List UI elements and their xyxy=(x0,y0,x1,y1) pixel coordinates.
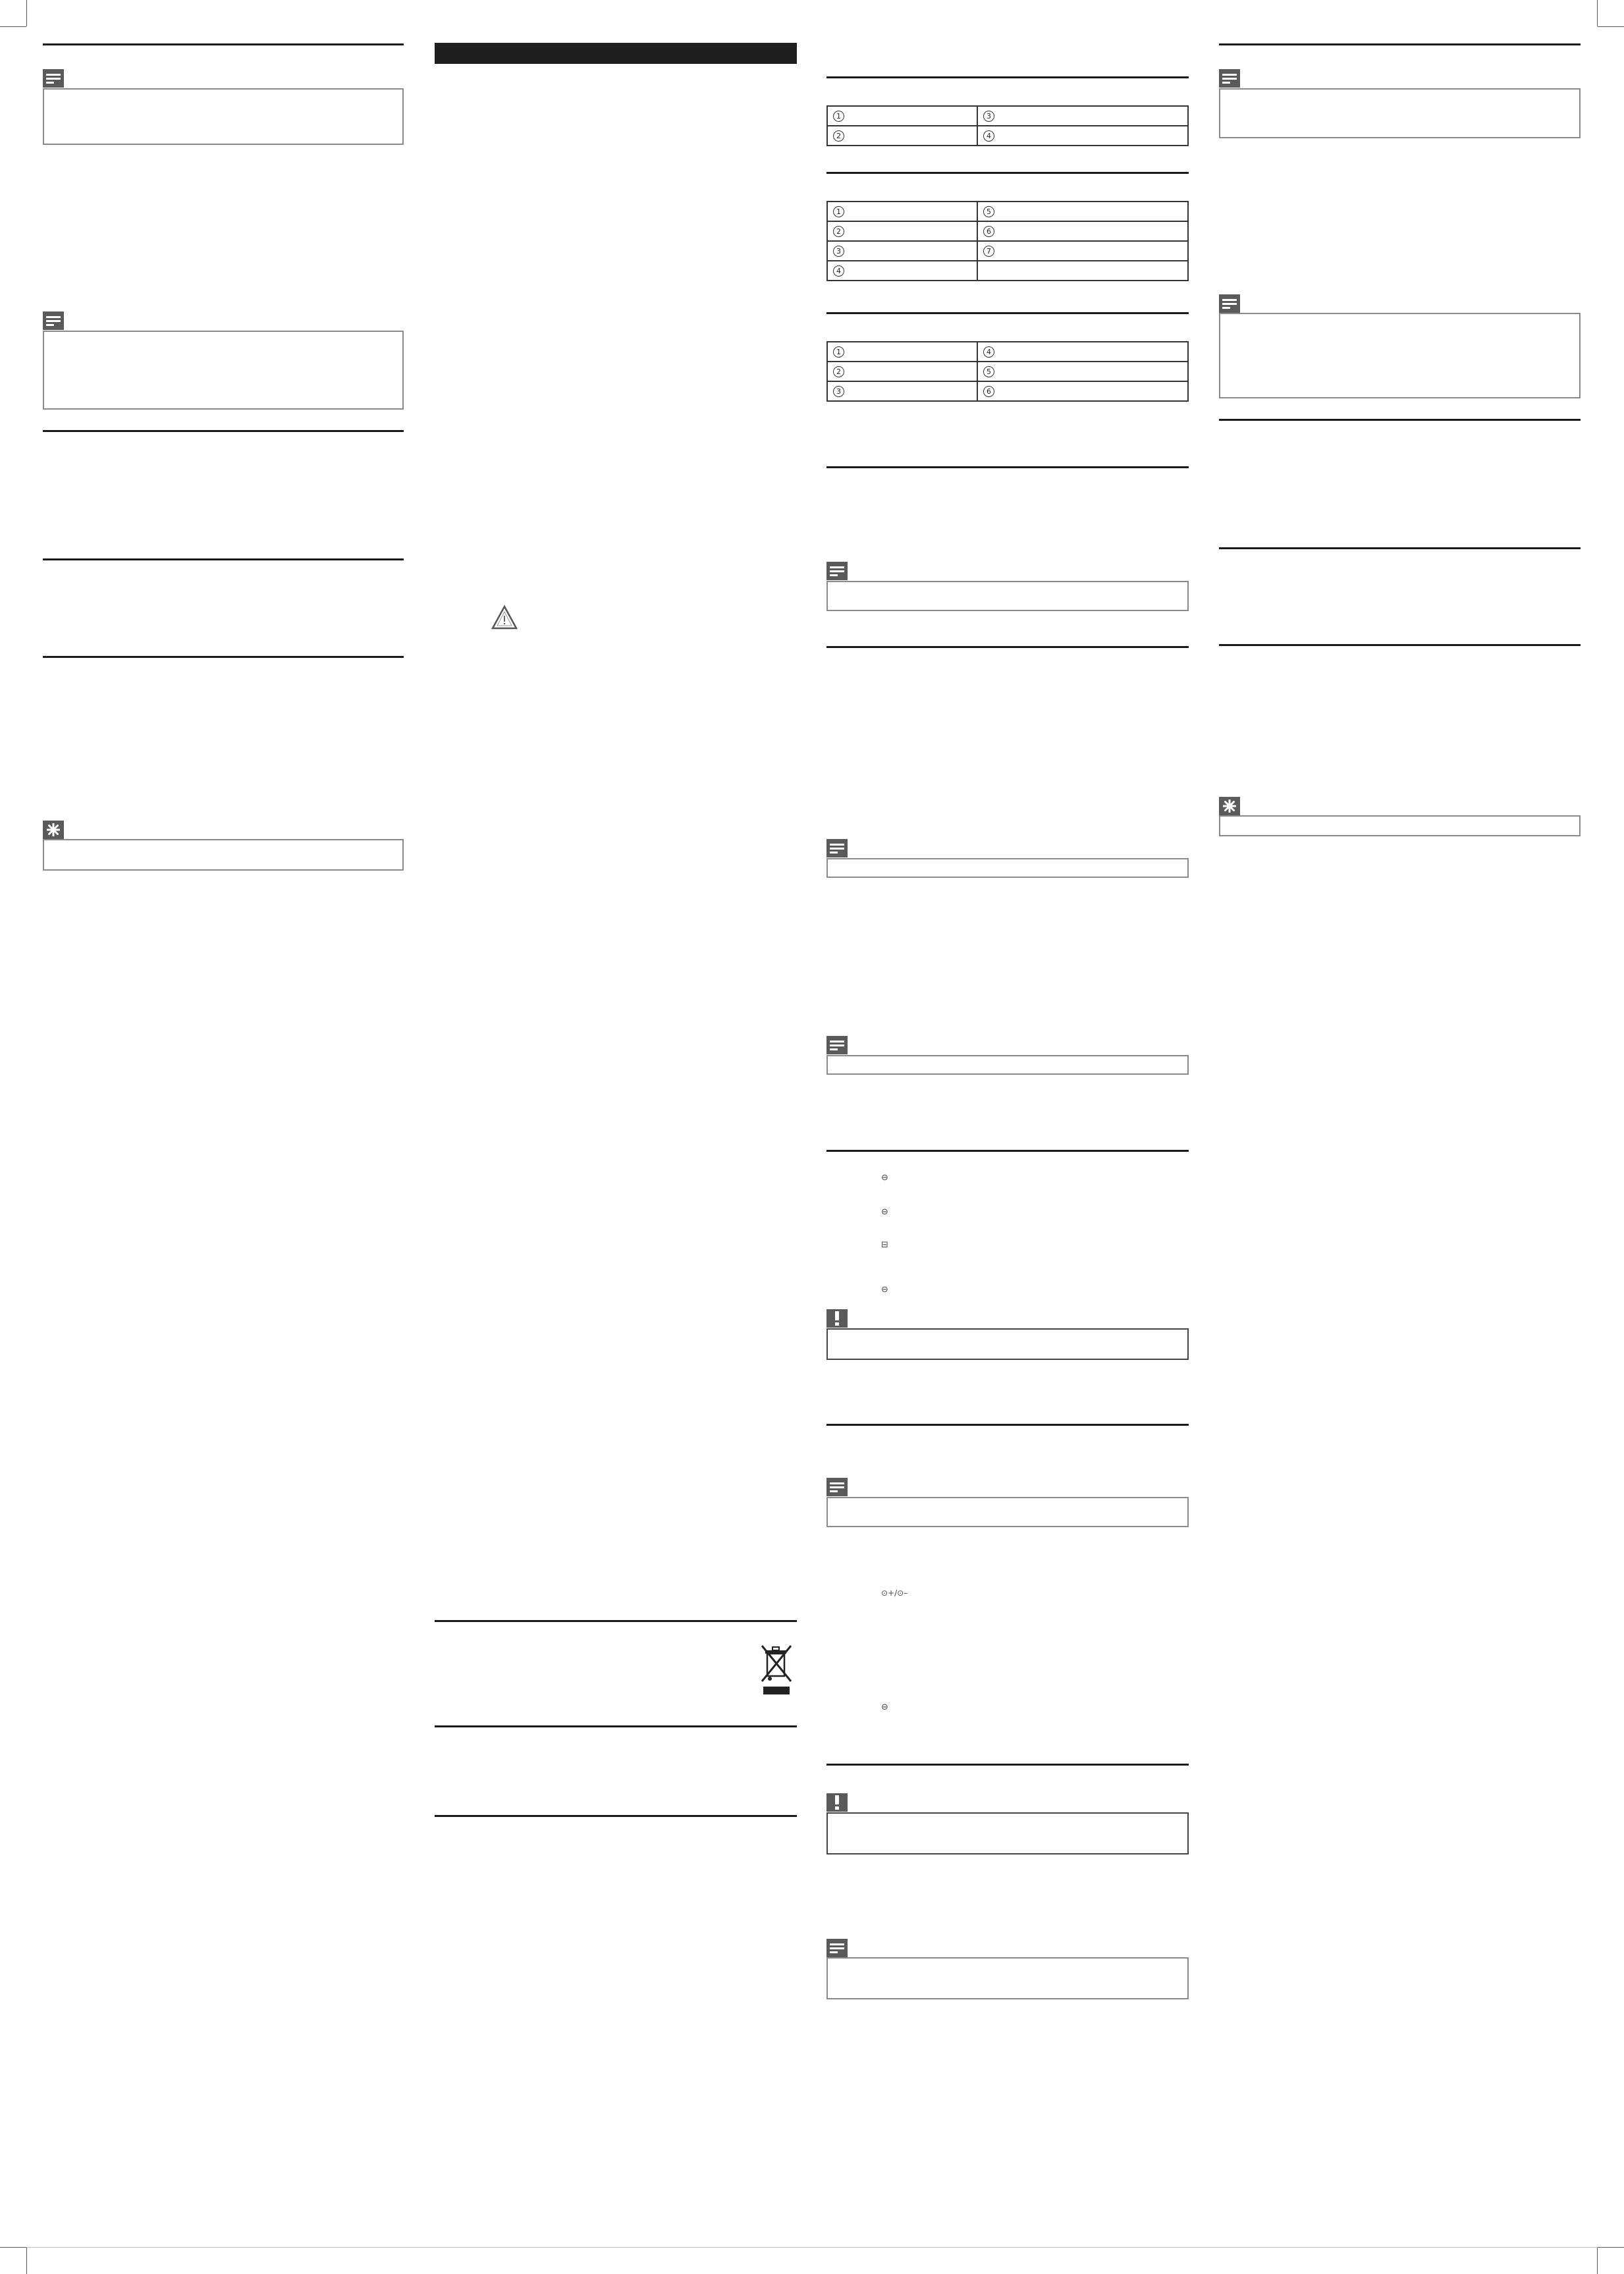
note-box xyxy=(43,331,404,410)
parts-table-3 xyxy=(826,341,1189,402)
section-rule xyxy=(826,172,1189,174)
table-row xyxy=(827,106,1188,126)
note-box xyxy=(43,88,404,145)
note-icon xyxy=(1219,69,1240,88)
note-box xyxy=(1219,313,1581,398)
trim-line xyxy=(26,2247,1598,2248)
safety-banner xyxy=(435,43,797,64)
button-symbol: ⊙+/⊙– xyxy=(881,1588,908,1598)
note-icon xyxy=(826,1939,848,1957)
table-cell: 4 xyxy=(977,342,1188,362)
section-rule xyxy=(1219,419,1581,421)
note-icon xyxy=(43,69,64,88)
table-cell: 6 xyxy=(977,381,1188,401)
section-rule xyxy=(1219,644,1581,646)
crop-mark xyxy=(0,26,26,27)
caution-icon xyxy=(826,1793,848,1812)
table-cell: 3 xyxy=(977,106,1188,126)
section-rule xyxy=(1219,547,1581,549)
section-rule xyxy=(826,646,1189,648)
table-cell: 1 xyxy=(827,342,977,362)
table-cell: 2 xyxy=(827,221,977,241)
table-row xyxy=(827,342,1188,362)
section-rule xyxy=(826,76,1189,78)
section-rule xyxy=(43,430,404,432)
note-icon xyxy=(43,311,64,330)
section-rule xyxy=(1219,43,1581,45)
section-rule xyxy=(826,1764,1189,1766)
note-box xyxy=(826,1497,1189,1527)
table-cell: 7 xyxy=(977,241,1188,261)
table-cell: 1 xyxy=(827,202,977,221)
crossed-bin-icon xyxy=(761,1644,792,1696)
table-row xyxy=(827,381,1188,401)
table-cell: 1 xyxy=(827,106,977,126)
tip-box xyxy=(1219,815,1581,836)
crop-mark xyxy=(1598,26,1624,27)
note-box xyxy=(826,581,1189,611)
caution-icon xyxy=(826,1309,848,1328)
note-box xyxy=(826,858,1189,878)
section-rule xyxy=(435,1725,797,1727)
crop-mark xyxy=(1597,0,1598,26)
table-row xyxy=(827,221,1188,241)
table-row xyxy=(827,362,1188,381)
parts-table-1 xyxy=(826,105,1189,146)
table-cell: 4 xyxy=(977,126,1188,146)
table-cell: 2 xyxy=(827,362,977,381)
note-box xyxy=(1219,88,1581,138)
section-rule xyxy=(43,656,404,658)
tip-box xyxy=(43,839,404,871)
button-symbol: ⊖ xyxy=(881,1285,888,1295)
section-rule xyxy=(435,1815,797,1817)
note-icon xyxy=(826,1036,848,1054)
tip-icon xyxy=(43,821,64,839)
section-rule xyxy=(43,43,404,45)
button-symbol: ⊖ xyxy=(881,1173,888,1183)
crop-mark xyxy=(26,2248,27,2274)
table-cell: 4 xyxy=(827,261,977,281)
table-cell: 3 xyxy=(827,381,977,401)
tip-icon xyxy=(1219,797,1240,815)
section-rule xyxy=(826,312,1189,314)
crop-mark xyxy=(1597,2248,1598,2274)
crop-mark xyxy=(0,2247,26,2248)
note-box xyxy=(826,1957,1189,1999)
crop-mark xyxy=(1598,2247,1624,2248)
button-symbol: ⊖ xyxy=(881,1702,888,1712)
table-cell: 5 xyxy=(977,362,1188,381)
note-icon xyxy=(826,562,848,580)
table-row xyxy=(827,126,1188,146)
section-rule xyxy=(435,1620,797,1622)
table-cell: 6 xyxy=(977,221,1188,241)
parts-table-2 xyxy=(826,201,1189,281)
table-row xyxy=(827,241,1188,261)
note-box xyxy=(826,1055,1189,1075)
section-rule xyxy=(826,466,1189,468)
button-symbol: ⊟ xyxy=(881,1240,888,1250)
note-icon xyxy=(826,1478,848,1496)
table-row xyxy=(827,202,1188,221)
crop-mark xyxy=(26,0,27,26)
table-cell: 3 xyxy=(827,241,977,261)
note-icon xyxy=(1219,294,1240,313)
section-rule xyxy=(826,1424,1189,1426)
table-row xyxy=(827,261,1188,281)
section-rule xyxy=(43,558,404,560)
caution-box xyxy=(826,1328,1189,1360)
note-icon xyxy=(826,839,848,857)
button-symbol: ⊖ xyxy=(881,1207,888,1217)
table-cell xyxy=(977,261,1188,281)
caution-box xyxy=(826,1812,1189,1854)
table-cell: 5 xyxy=(977,202,1188,221)
warning-triangle-icon xyxy=(491,605,518,631)
table-cell: 2 xyxy=(827,126,977,146)
section-rule xyxy=(826,1150,1189,1152)
